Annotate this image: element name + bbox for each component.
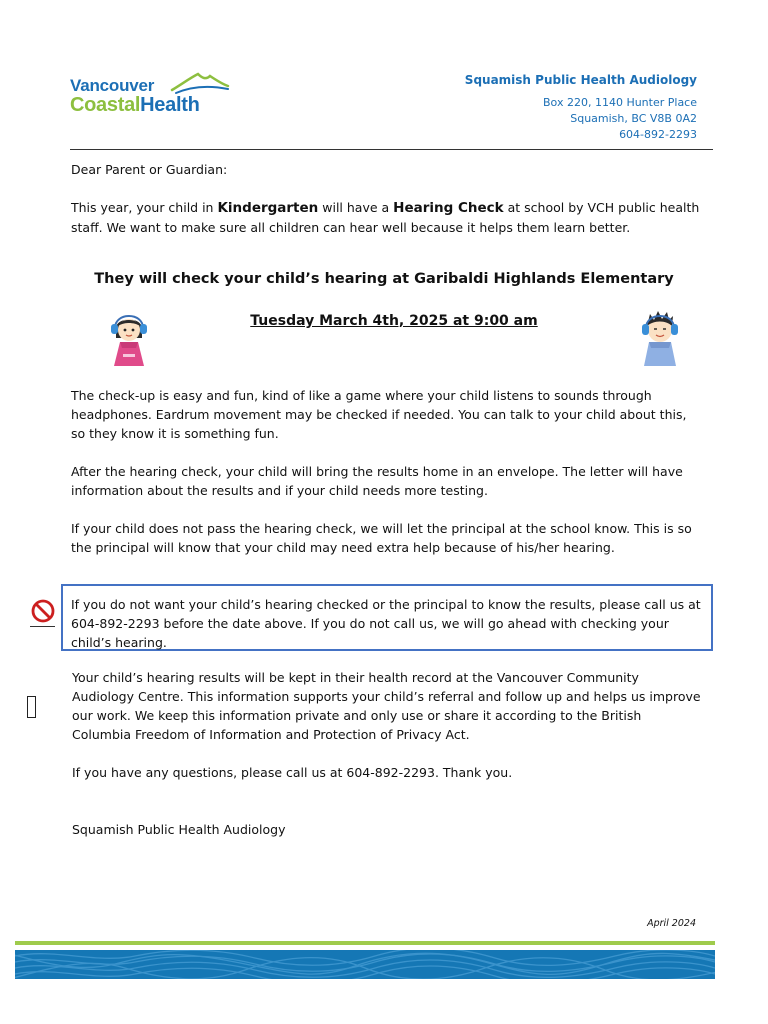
logo-text-health: Health	[140, 94, 200, 116]
address-phone: 604-892-2293	[619, 128, 697, 141]
opt-out-paragraph: If you do not want your child’s hearing checked or the principal to know the results, please call us at 604-892-2293 before the date above. If you do not call us, we will go ahead with checking your child’s hearing.	[71, 597, 701, 650]
wave-pattern-icon	[15, 950, 715, 979]
no-symbol-icon	[30, 598, 56, 624]
questions-paragraph: If you have any questions, please call us at 604-892-2293. Thank you.	[72, 765, 513, 780]
letterhead-address	[543, 95, 697, 143]
girl-headphones-icon	[106, 308, 152, 366]
logo-text-coastal: Coastal	[70, 94, 141, 116]
intro-check: Hearing Check	[393, 200, 504, 216]
intro-paragraph	[71, 198, 706, 237]
results-paragraph: After the hearing check, your child will bring the results home in an envelope. The letter will have information about the results and if your child needs more testing.	[71, 464, 683, 498]
location-title: They will check your child’s hearing at Garibaldi Highlands Elementary	[94, 271, 674, 287]
boy-headphones-icon	[636, 306, 684, 366]
header-divider	[70, 149, 713, 150]
fail-paragraph: If your child does not pass the hearing check, we will let the principal at the school know. This is so the principal will know that your child may need extra help because of his/her hearing.	[71, 521, 692, 555]
intro-text-1: This year, your child in	[71, 200, 218, 215]
logo-text-vancouver: Vancouver	[70, 76, 155, 95]
intro-text-2: will have a	[318, 200, 394, 215]
letterhead-org: Squamish Public Health Audiology	[464, 73, 697, 87]
record-paragraph: Your child’s hearing results will be kept in their health record at the Vancouver Community Audiology Centre. This information supports your child’s referral and follow up and helps us improve our work. We keep this information private and only use or share it according to the British Columbia Freedom of Information and Protection of Privacy Act.	[72, 670, 701, 742]
checkup-paragraph: The check-up is easy and fun, kind of like a game where your child listens to sounds through headphones. Eardrum movement may be checked if needed. You can talk to your child about this, so they know it is something fun.	[71, 388, 687, 441]
address-line-1: Box 220, 1140 Hunter Place	[543, 96, 697, 109]
date-title: Tuesday March 4th, 2025 at 9:00 am	[250, 313, 538, 329]
icon-underline	[30, 626, 55, 627]
missing-glyph-box	[27, 696, 36, 718]
intro-text-3: at school by VCH public health staff. We want to make sure all children can hear well because it helps them learn better.	[71, 200, 700, 235]
footer-date: April 2024	[647, 918, 696, 929]
greeting: Dear Parent or Guardian:	[71, 162, 228, 177]
mountain-logo-icon	[170, 70, 230, 94]
vch-logo	[70, 70, 240, 120]
footer-blue-wave-band	[15, 950, 715, 979]
address-line-2: Squamish, BC V8B 0A2	[570, 112, 697, 125]
footer-green-band	[15, 941, 715, 945]
intro-grade: Kindergarten	[217, 200, 319, 216]
signoff: Squamish Public Health Audiology	[72, 822, 286, 837]
logo-text-coastal-health	[70, 94, 199, 117]
